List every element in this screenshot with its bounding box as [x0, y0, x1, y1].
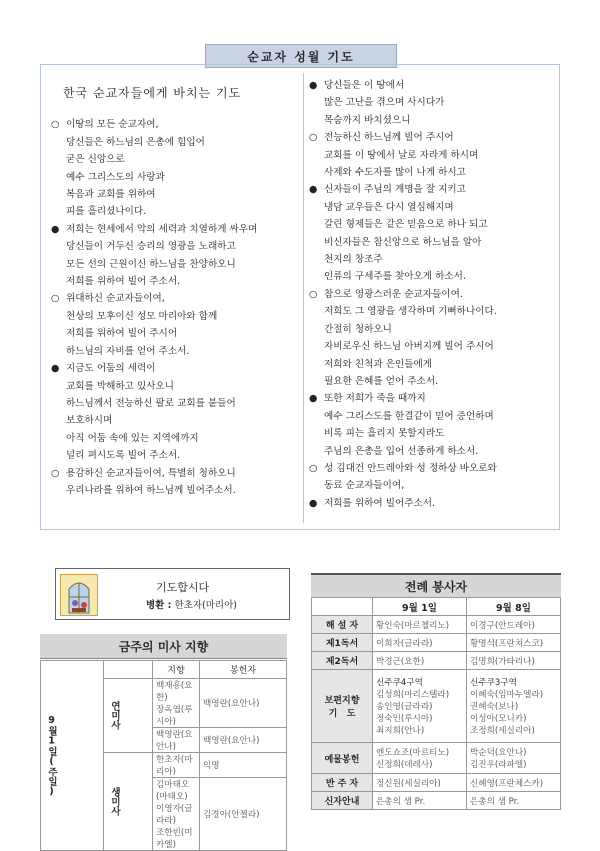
role-cell: 해 설 자: [312, 616, 373, 634]
prayer-line: [309, 460, 559, 477]
role-cell: 예물봉헌: [312, 743, 373, 774]
role-cell: 신자안내: [312, 792, 373, 810]
prayer-line-text: 비록 피는 흘리지 못할지라도: [324, 428, 445, 440]
prayer-box: [40, 64, 560, 530]
server-cell: 엔도쇼조(마르티노) 신정희(데레사): [373, 743, 467, 774]
stanza-marker: ○: [51, 467, 60, 479]
role-cell: 제2독서: [312, 652, 373, 670]
stanza-marker: ●: [309, 80, 318, 91]
prayer-line-text: 천상의 모후이신 성모 마리아와 함께: [66, 310, 218, 322]
prayer-line: [309, 199, 559, 216]
prayer-line: [309, 390, 559, 407]
offer-column-header: 봉헌자: [200, 661, 287, 679]
prayer-stanza: [309, 77, 559, 129]
intent-cell: 한초자(마리아): [153, 753, 200, 778]
prayer-stanza: [51, 360, 301, 464]
prayer-line-text: 당신들이 거두신 승리의 영광을 노래하고: [66, 241, 236, 253]
prayer-line-text: 전능하신 하느님께 빌어 주시어: [324, 132, 454, 144]
prayer-request-line: [146, 597, 237, 611]
prayer-line-text: 예수 그리스도의 사랑과: [66, 171, 165, 183]
prayer-line-text: 비신자들은 참신앙으로 하느님을 알아: [324, 236, 482, 248]
prayer-stanza: [309, 460, 559, 495]
table-row: [312, 792, 561, 810]
prayer-line: [309, 94, 559, 111]
stanza-marker: ●: [309, 184, 318, 196]
prayer-line-text: 필요한 은혜를 얻어 주소서.: [324, 375, 439, 387]
offer-cell: 백영란(요안나): [200, 679, 287, 728]
stanza-marker: ●: [51, 363, 60, 375]
table-row: [312, 743, 561, 774]
prayer-line-text: 목숨까지 바치셨으니: [324, 114, 411, 126]
prayer-line-text: 많은 고난을 겪으며 사시다가: [324, 97, 445, 109]
prayer-line: [51, 465, 301, 482]
prayer-line: [309, 321, 559, 338]
prayer-line: [51, 430, 301, 447]
server-cell: 은총의 샘 Pr.: [467, 792, 561, 810]
prayer-stanza: [51, 465, 301, 500]
prayer-line: [309, 268, 559, 285]
stanza-marker: ○: [309, 288, 318, 300]
prayer-line-text: 용감하신 순교자들이여, 특별히 청하오니: [66, 467, 236, 479]
stanza-marker: ○: [51, 293, 60, 305]
prayer-line: [51, 186, 301, 203]
prayer-line: [309, 477, 559, 494]
table-row: [312, 670, 561, 743]
prayer-line-text: 천지의 창조주: [324, 254, 383, 266]
server-cell: 황명석(프란치스코): [467, 634, 561, 652]
prayer-stanza: [309, 181, 559, 285]
prayer-line: [51, 395, 301, 412]
role-cell: 보편지향 기 도: [312, 670, 373, 743]
prayer-line: [51, 290, 301, 307]
prayer-line-text: 간절히 청하오니: [324, 323, 392, 335]
prayer-line-text: 자비로우신 하느님 아버지께 빌어 주시어: [324, 341, 494, 353]
prayer-line: [51, 447, 301, 464]
prayer-line-text: 신자들이 주님의 계명을 잘 지키고: [324, 184, 466, 196]
prayer-line: [51, 221, 301, 238]
prayer-line: [51, 256, 301, 273]
prayer-line: [309, 425, 559, 442]
prayer-line-text: 또한 저희가 죽을 때까지: [324, 393, 426, 405]
stanza-marker: ○: [309, 462, 318, 474]
prayer-line: [309, 495, 559, 512]
page-title: 순교자 성월 기도: [205, 44, 397, 68]
prayer-line-text: 동료 순교자들이여,: [324, 480, 405, 492]
prayer-line: [51, 134, 301, 151]
table-row: [312, 652, 561, 670]
right-stanzas: [309, 77, 559, 512]
prayer-stanza: [309, 286, 559, 390]
date-header: 9월 1일: [373, 598, 467, 616]
prayer-stanza: [51, 290, 301, 360]
server-cell: 신주쿠3구역 이혜숙(임마누엘라) 권혜숙(보나) 이성아(모니카) 조정희(세실리아): [467, 670, 561, 743]
prayer-line-text: 하느님께서 전능하신 팔로 교회를 붙들어: [66, 397, 236, 409]
prayer-request-box: [55, 568, 290, 620]
role-cell: 반 주 자: [312, 774, 373, 792]
prayer-line: [309, 77, 559, 94]
prayer-line-text: 냉담 교우들은 다시 열심해지며: [324, 201, 454, 213]
prayer-line: [309, 338, 559, 355]
server-cell: 이경구(안드레아): [467, 616, 561, 634]
prayer-line: [309, 408, 559, 425]
prayer-stanza: [51, 221, 301, 291]
prayer-line: [51, 343, 301, 360]
prayer-request-title: 기도합시다: [156, 581, 210, 594]
prayer-line: [51, 325, 301, 342]
prayer-line-text: 당신들은 이 땅에서: [324, 80, 405, 91]
prayer-stanza: [309, 129, 559, 181]
prayer-line: [309, 216, 559, 233]
prayer-line-text: 굳은 신앙으로: [66, 154, 125, 166]
prayer-line-text: 위대하신 순교자들이여,: [66, 293, 165, 305]
table-row: [312, 634, 561, 652]
server-cell: 정신원(세실리아): [373, 774, 467, 792]
prayer-line-text: 인류의 구세주를 찾아오게 하소서.: [324, 271, 466, 283]
prayer-line: [51, 482, 301, 499]
prayer-line: [309, 286, 559, 303]
illness-label: 병환 :: [146, 600, 172, 611]
server-cell: 신혜영(프란체스카): [467, 774, 561, 792]
prayer-line: [309, 112, 559, 129]
mass-intentions-table: [40, 660, 287, 851]
date-header: 9월 8일: [467, 598, 561, 616]
prayer-line-text: 저희를 위하여 빌어 주소서.: [66, 276, 181, 288]
prayer-stanza: [309, 390, 559, 460]
prayer-line: [51, 151, 301, 168]
offer-cell: 익명: [200, 753, 287, 778]
prayer-line: [309, 303, 559, 320]
server-cell: 이희자(글라라): [373, 634, 467, 652]
prayer-line-text: 아직 어둠 속에 있는 지역에까지: [66, 432, 199, 444]
stained-glass-icon: [60, 574, 98, 616]
group-cell: 생미사: [104, 753, 153, 851]
prayer-line-text: 하느님의 자비를 얻어 주소서.: [66, 345, 190, 357]
mass-intentions-header: 금주의 미사 지향: [40, 634, 287, 659]
server-cell: 황인숙(마르첼리노): [373, 616, 467, 634]
role-cell: 제1독서: [312, 634, 373, 652]
prayer-line-text: 저희를 위하여 빌어 주시어: [66, 328, 178, 340]
prayer-line-text: 이땅의 모든 순교자여,: [66, 119, 159, 131]
prayer-line: [51, 412, 301, 429]
server-cell: 김명희(가타리나): [467, 652, 561, 670]
intent-cell: 백영란(요안나): [153, 728, 200, 753]
prayer-line-text: 교회를 이 땅에서 날로 자라게 하시며: [324, 149, 479, 161]
prayer-line-text: 당신들은 하느님의 은총에 힘입어: [66, 136, 205, 148]
prayer-line-text: 저희는 현세에서 악의 세력과 치열하게 싸우며: [66, 223, 258, 235]
prayer-line-text: 갈린 형제들은 같은 믿음으로 하나 되고: [324, 219, 488, 231]
liturgy-servers-table: [311, 597, 561, 810]
prayer-line: [309, 164, 559, 181]
prayer-line-text: 주님의 은총을 입어 선종하게 하소서.: [324, 445, 479, 457]
prayer-line-text: 피를 흘리셨나이다.: [66, 206, 147, 218]
prayer-line: [51, 360, 301, 377]
prayer-line-text: 예수 그리스도를 한결같이 믿어 증언하며: [324, 410, 494, 422]
prayer-line: [309, 181, 559, 198]
prayer-line-text: 복음과 교회를 위하여: [66, 189, 156, 201]
prayer-line: [309, 129, 559, 146]
prayer-line: [51, 308, 301, 325]
intent-cell: 백재흥(요한) 장옥엽(루시아): [153, 679, 200, 728]
prayer-left-column: [51, 79, 301, 499]
prayer-line-text: 우리나라를 위하여 하느님께 빌어주소서.: [66, 484, 236, 496]
server-cell: 박경근(요한): [373, 652, 467, 670]
column-divider: [303, 73, 304, 523]
prayer-line-text: 교회를 박해하고 있사오니: [66, 380, 175, 392]
prayer-line-text: 보호하시며: [66, 415, 113, 427]
table-row: [312, 774, 561, 792]
stanza-marker: ●: [51, 223, 60, 235]
prayer-line: [51, 238, 301, 255]
table-row: [312, 616, 561, 634]
prayer-line: [51, 169, 301, 186]
prayer-line: [51, 116, 301, 133]
prayer-line-text: 성 김대건 안드레아와 성 정하상 바오로와: [324, 462, 497, 474]
intent-column-header: 지향: [153, 661, 200, 679]
prayer-line-text: 참으로 영광스러운 순교자들이여.: [324, 288, 463, 300]
prayer-line-text: 모든 선의 근원이신 하느님을 찬양하오니: [66, 258, 236, 270]
prayer-line: [309, 373, 559, 390]
left-stanzas: [51, 116, 301, 499]
mass-date-cell: 9월1일(주일): [41, 661, 104, 851]
prayer-line: [309, 147, 559, 164]
stanza-marker: ●: [309, 393, 318, 405]
prayer-line-text: 널리 펴시도록 빌어 주소서.: [66, 450, 181, 462]
prayer-line-text: 지금도 어둠의 세력이: [66, 363, 156, 375]
intent-cell: 김마태오(마태오) 이영자(글라라) 조한빈(미카엘): [153, 778, 200, 851]
prayer-line: [309, 251, 559, 268]
prayer-line: [51, 378, 301, 395]
prayer-stanza: [309, 495, 559, 512]
table-row: [312, 598, 561, 616]
prayer-line: [51, 203, 301, 220]
stanza-marker: ○: [51, 119, 60, 131]
prayer-heading: 한국 순교자들에게 바치는 기도: [63, 86, 242, 100]
stanza-marker: ○: [309, 132, 318, 144]
prayer-line-text: 저희를 위하여 빌어주소서.: [324, 497, 436, 509]
prayer-line: [309, 356, 559, 373]
table-row: [41, 661, 287, 679]
offer-cell: 김경아(안젤라): [200, 778, 287, 851]
server-cell: 박순덕(요안나) 김진우(라파엘): [467, 743, 561, 774]
server-cell: 은총의 샘 Pr.: [373, 792, 467, 810]
illness-name: 한초자(마리아): [174, 600, 237, 611]
prayer-right-column: [309, 77, 559, 512]
server-cell: 신주쿠4구역 김성희(마리스텔라) 송인영(글라라) 정숙인(루시아) 최지희(안나): [373, 670, 467, 743]
prayer-line-text: 사제와 수도자를 많이 나게 하시고: [324, 167, 466, 179]
group-cell: 연미사: [104, 679, 153, 753]
offer-cell: 백영란(요안나): [200, 728, 287, 753]
prayer-line: [309, 234, 559, 251]
stanza-marker: ●: [309, 497, 318, 509]
prayer-stanza: [51, 116, 301, 220]
prayer-line: [51, 273, 301, 290]
prayer-line-text: 저희와 친척과 은인들에게: [324, 358, 433, 370]
liturgy-servers-header: 전례 봉사자: [311, 573, 561, 598]
prayer-line: [309, 443, 559, 460]
prayer-line-text: 저희도 그 영광을 생각하며 기뻐하나이다.: [324, 306, 497, 318]
